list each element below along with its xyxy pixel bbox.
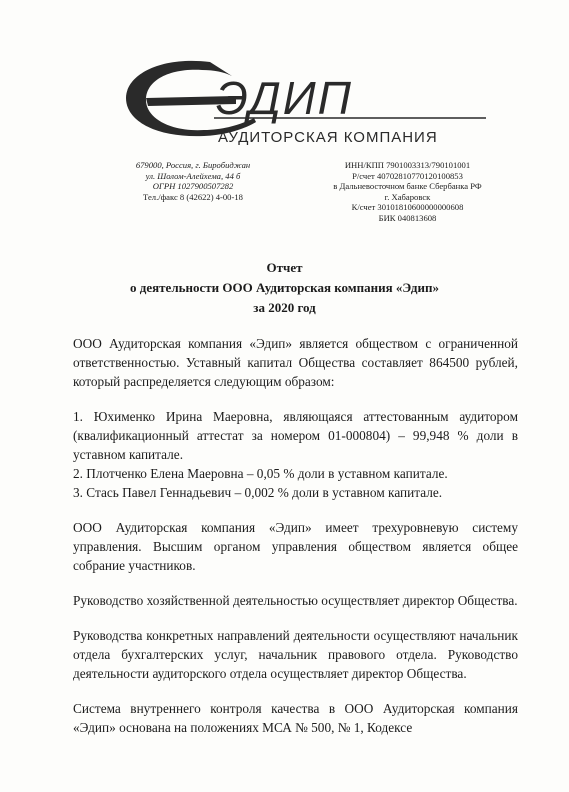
- address-right-line: К/счет 30101810600000000608: [351, 202, 464, 213]
- list-item: 3. Стась Павел Геннадьевич – 0,002 % доли в уставном капитале.: [73, 485, 443, 500]
- paragraph: Руководство хозяйственной деятельностью осуществляет директор Общества.: [73, 593, 518, 608]
- list-item: 1. Юхименко Ирина Маеровна, являющаяся аттестованным аудитором (квалификационный аттестат за номером 01-000804) – 99,948 % доли в уставном капитале.: [73, 409, 518, 462]
- address-left: [98, 160, 288, 202]
- address-right-line: БИК 040813608: [378, 212, 437, 223]
- title-line: о деятельности ООО Аудиторская компания «Эдип»: [130, 280, 439, 295]
- paragraph: Система внутреннего контроля качества в ООО Аудиторская компания «Эдип» основана на положениях МСА № 500, № 1, Кодексе: [73, 701, 518, 735]
- address-left-line: ОГРН 1027900507282: [152, 181, 234, 192]
- report-body: [73, 334, 518, 737]
- address-right-line: ИНН/КПП 7901003313/790101001: [344, 160, 471, 170]
- address-right-line: г. Хабаровск: [384, 191, 431, 202]
- address-left-line: 679000, Россия, г. Биробиджан: [135, 160, 251, 170]
- logo-graphic: [118, 52, 498, 152]
- logo-name: ЭДИП: [216, 72, 353, 124]
- list-item: 2. Плотченко Елена Маеровна – 0,05 % доли в уставном капитале.: [73, 466, 448, 481]
- address-right: [300, 160, 515, 224]
- address-left-line: Тел./факс 8 (42622) 4-00-18: [143, 191, 243, 202]
- paragraph: ООО Аудиторская компания «Эдип» имеет трехуровневую систему управления. Высшим органом управления обществом является общее собрание участников.: [73, 520, 518, 573]
- address-left-line: ул. Шолом-Алейхема, 44 б: [145, 170, 241, 181]
- company-logo: [118, 52, 498, 152]
- address-right-line: в Дальневосточном банке Сбербанка РФ: [333, 181, 482, 192]
- logo-subtitle: АУДИТОРСКАЯ КОМПАНИЯ: [218, 129, 438, 146]
- address-right-line: Р/счет 40702810770120100853: [352, 170, 463, 181]
- paragraph: ООО Аудиторская компания «Эдип» является обществом с ограниченной ответственностью. Уставный капитал Общества составляет 864500 рублей, который распределяется следующим образом:: [73, 336, 518, 389]
- title-line: за 2020 год: [253, 300, 316, 315]
- title-line: Отчет: [266, 260, 303, 275]
- paragraph: Руководства конкретных направлений деятельности осуществляют начальник отдела бухгалтерских услуг, начальник правового отдела. Руководство деятельности аудиторского отдела осуществляет директор Общества.: [73, 628, 518, 681]
- report-title: [0, 258, 569, 318]
